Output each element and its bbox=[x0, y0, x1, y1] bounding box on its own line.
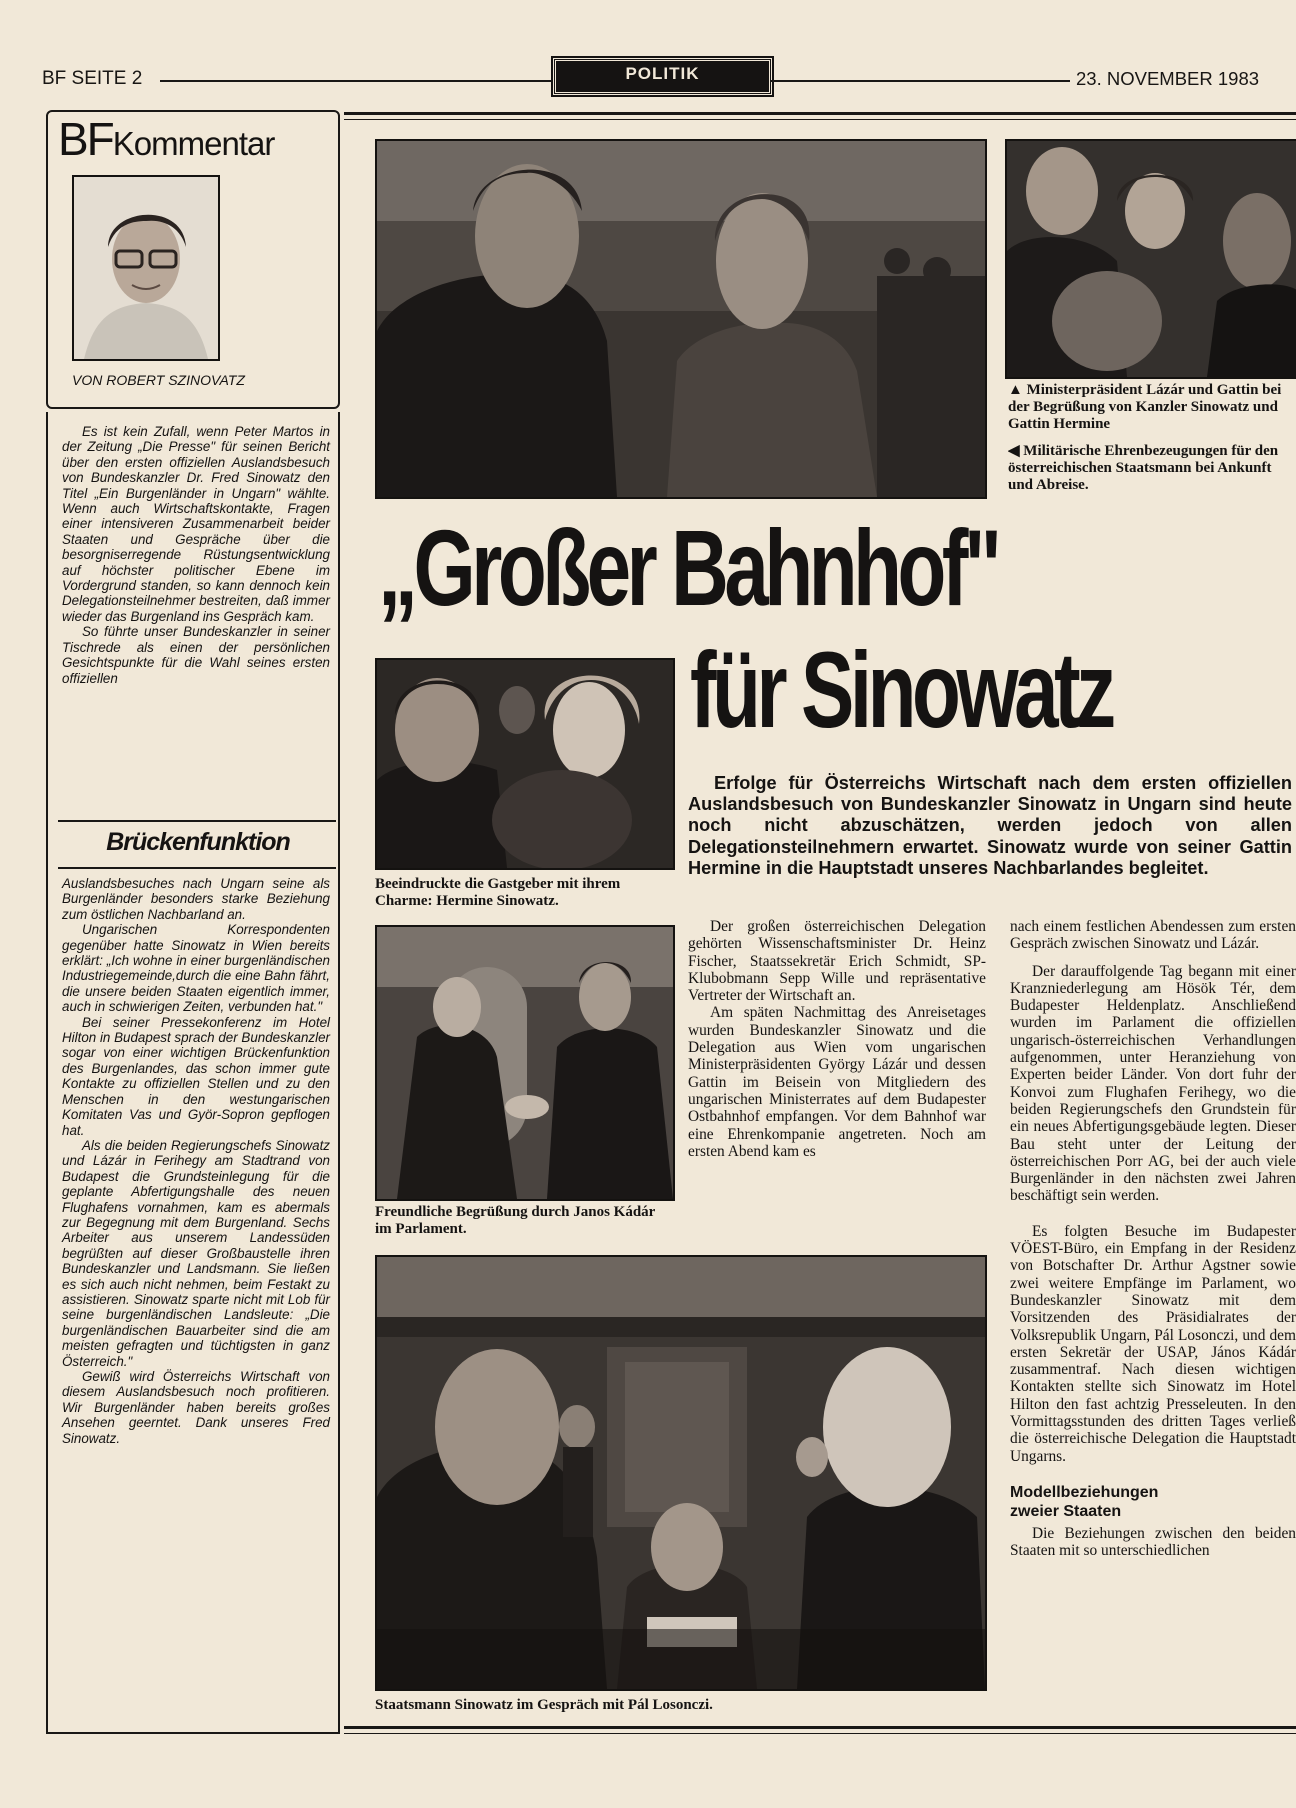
bottom-rule-2 bbox=[344, 1733, 1296, 1734]
caption-honor-guard: ◀ Militärische Ehrenbezeugungen für den österreichischen Staatsmann bei Ankunft und Abreise. bbox=[1008, 443, 1279, 493]
page-header-left: BF SEITE 2 bbox=[42, 68, 143, 89]
lead-paragraph: Erfolge für Österreichs Wirtschaft nach dem ersten offiziellen Auslandsbesuch von Bundeskanzler Sinowatz in Ungarn sind heute noch nicht abzuschätzen, werden jedoch von allen Delegationsteilnehmern erwartet. Sinowatz wurde von seiner Gattin Hermine in die Hauptstadt unseres Nachbarlandes begleitet. bbox=[688, 773, 1292, 878]
commentary-subhead: Brückenfunktion bbox=[106, 828, 290, 856]
article-column-1 bbox=[688, 918, 986, 1160]
commentary-paragraph: Ungarischen Korrespondenten gegenüber hatte Sinowatz in Wien bereits erklärt: „Ich wohne in einer burgenländischen Industriegemeinde,durch die eine Bahn fährt, die unsere beiden Staaten eigentlich immer, auch in schwierigen Zeiten, verbunden hat." bbox=[62, 922, 330, 1015]
greeting-photo bbox=[1005, 139, 1296, 379]
page-date: 23. NOVEMBER 1983 bbox=[1076, 68, 1260, 89]
handshake-photo bbox=[375, 925, 675, 1201]
commentary-paragraph: Bei seiner Pressekonferenz im Hotel Hilton in Budapest sprach der Bundeskanzler sogar von einer wichtigen Brückenfunktion des Burgenlandes, das schon immer gute Kontakte zu offiziellen Stellen und zu den Menschen in den westungarischen Komitaten Vas und Györ-Sopron gepflogen hat. bbox=[62, 1014, 330, 1138]
caption-kadar: Freundliche Begrüßung durch Janos Kádár im Parlament. bbox=[375, 1204, 656, 1237]
article-paragraph: Der großen österreichischen Delegation gehörten Wissenschaftsminister Dr. Heinz Fischer, Staatssekretär Erich Schmidt, SP-Klubobmann Sepp Wille und repräsentative Vertreter der Wirtschaft an. bbox=[688, 918, 986, 1005]
commentary-paragraph: So führte unser Bundeskanzler in seiner Tischrede als einen der persönlichen Gesichtspunkte für die Wahl seines ersten offiziellen bbox=[62, 624, 330, 686]
caption-hermine: Beeindruckte die Gastgeber mit ihrem Charme: Hermine Sinowatz. bbox=[375, 876, 621, 909]
header-rule-left bbox=[160, 80, 552, 82]
article-subhead: Modellbeziehungen zweier Staaten bbox=[1010, 1483, 1159, 1520]
honor-guard-photo bbox=[375, 139, 987, 499]
caption-greeting: ▲ Ministerpräsident Lázár und Gattin bei der Begrüßung von Kanzler Sinowatz und Gattin Hermine bbox=[1008, 382, 1282, 432]
header-rule-right bbox=[770, 80, 1070, 82]
headline-line-1: „Großer Bahnhof" bbox=[378, 507, 998, 628]
article-column-2 bbox=[1010, 918, 1296, 1808]
commentary-logo-word: Kommentar bbox=[112, 125, 275, 162]
commentary-paragraph: Als die beiden Regierungschefs Sinowatz und Lázár in Ferihegy am Stadtrand von Budapest die Grundsteinlegung für die geplante Abfertigungshalle des neuen Flughafens vornahmen, kam es abermals zur Begegnung mit dem Burgenland. Sechs Arbeiter aus unserem Landessüden begrüßten auf dieser Großbaustelle ihren Bundeskanzler und Landsmann. Sie ließen es sich auch nicht nehmen, beim Festakt zu assistieren. Sinowatz sparte nicht mit Lob für seine burgenländischen Landsleute: „Die burgenländischen Bauarbeiter sind die am meisten gefragten und tüchtigsten in ganz Österreich." bbox=[62, 1137, 330, 1369]
top-double-rule-2 bbox=[344, 119, 1296, 120]
section-label: POLITIK bbox=[625, 64, 700, 83]
article-paragraph: Der darauffolgende Tag begann mit einer Kranzniederlegung am Hösök Tér, dem Budapester Heldenplatz. Anschließend wurden im Parlament die offiziellen ungarisch-österreichischen Verhandlungen aufgenommen, unter Heranziehung von Experten beider Länder. Von dort fuhr der Konvoi zum Flughafen Ferihegy, wo die beiden Regierungschefs den Grundstein für ein neues Abfertigungsgebäude legten. Dieser Bau steht unter der Leitung der österreichischen Porr AG, bei der auch viele Burgenländer in den nächsten zwei Jahren beschäftigt sein werden. bbox=[1010, 962, 1296, 1205]
hermine-portrait-photo bbox=[375, 658, 675, 870]
article-paragraph: Am späten Nachmittag des Anreisetages wurden Bundeskanzler Sinowatz und die Delegation aus Wien vom ungarischen Ministerpräsidenten György Lázár und dessen Gattin im Beisein von Mitgliedern des ungarischen Ministerrates auf dem Budapester Ostbahnhof empfangen. Vor dem Bahnhof war eine Ehrenkompanie angetreten. Noch am ersten Abend kam es bbox=[688, 1004, 986, 1160]
commentary-column-border bbox=[46, 412, 340, 1734]
commentary-paragraph: Es ist kein Zufall, wenn Peter Martos in der Zeitung „Die Presse" für seinen Bericht über den ersten offiziellen Auslandsbesuch von Bundeskanzler Dr. Fred Sinowatz den Titel „Ein Burgenländer in Ungarn" wählte. Wenn auch Wirtschaftskontakte, Fragen einer intensiveren Zusammenarbeit beider Staaten und Gespräche über die besorgniserregende Rüstungsentwicklung auf höchster politischer Ebene im Vordergrund standen, so kann dennoch kein Delegationsteilnehmer bestreiten, daß immer wieder das Burgenland ins Gespräch kam. bbox=[62, 424, 330, 624]
commentary-paragraph: Auslandsbesuches nach Ungarn seine als Burgenländer besonders starke Beziehung zum östlichen Nachbarland an. bbox=[62, 876, 330, 922]
article-paragraph: Es folgten Besuche im Budapester VÖEST-Büro, ein Empfang in der Residenz von Botschafter Dr. Arthur Agstner sowie zwei weitere Empfänge im Parlament, wo Bundeskanzler Sinowatz mit dem Vorsitzenden des Präsidialrates der Volksrepublik Ungarn, Pál Losonczi, und dem ersten Sekretär der USAP, János Kádár zusammentraf. Nach diesen wichtigen Kontakten stellte sich Sinowatz im Hotel Hilton den fast achtzig Presseleuten. In den Vormittagsstunden des dritten Tages verließ die österreichische Delegation die Hauptstadt Ungarns. bbox=[1010, 1222, 1296, 1465]
commentary-paragraph: Gewiß wird Österreichs Wirtschaft von diesem Auslandsbesuch noch profitieren. Wir Burgenländer haben bereits großes Ansehen geerntet. Dank unseres Fred Sinowatz. bbox=[62, 1369, 330, 1446]
caption-losonczi: Staatsmann Sinowatz im Gespräch mit Pál Losonczi. bbox=[375, 1697, 713, 1713]
commentary-logo-bf: BF bbox=[58, 113, 113, 165]
meeting-photo bbox=[375, 1255, 987, 1691]
article-paragraph: Die Beziehungen zwischen den beiden Staaten mit so unterschiedlichen bbox=[1010, 1524, 1296, 1560]
commentary-author: VON ROBERT SZINOVATZ bbox=[72, 372, 245, 388]
author-portrait-photo bbox=[72, 175, 220, 361]
section-label-box bbox=[553, 58, 772, 95]
article-paragraph: nach einem festlichen Abendessen zum ersten Gespräch zwischen Sinowatz und Lázár. bbox=[1010, 918, 1296, 953]
bottom-rule-1 bbox=[344, 1726, 1296, 1729]
top-double-rule-1 bbox=[344, 112, 1296, 115]
commentary-logo bbox=[58, 112, 274, 166]
headline-line-2: für Sinowatz bbox=[690, 629, 1112, 750]
